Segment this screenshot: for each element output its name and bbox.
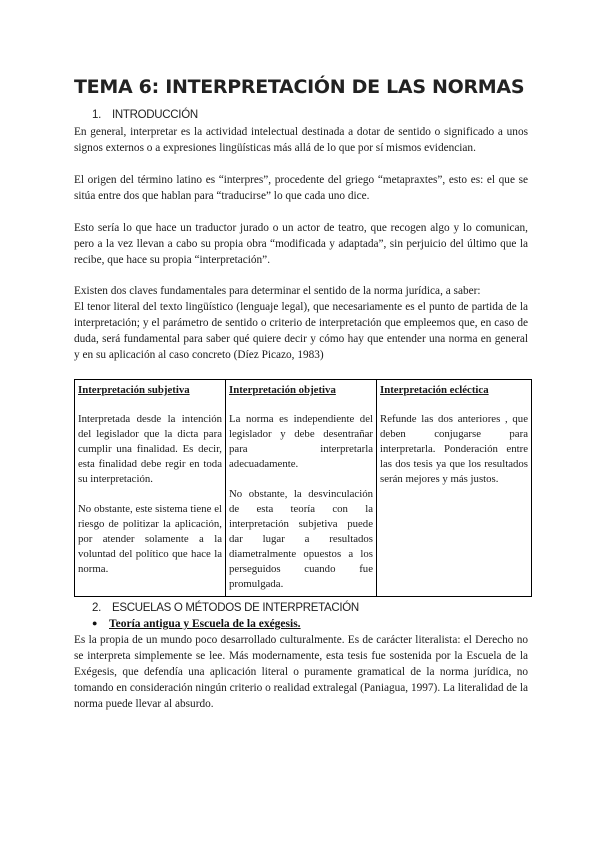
- eclectica-text-1: Refunde las dos anteriores , que deben conjugarse para interpretarla. Ponderación entre las dos tesis ya que los resultados serán mejores y más justos.: [380, 413, 528, 485]
- interpretation-comparison-table: [74, 379, 532, 597]
- subjetiva-text-1: Interpretada desde la intención del legislador que la dicta para cumplir una finalidad. Es decir, esta finalidad debe regir en toda su interpretación.: [78, 413, 222, 485]
- subjetiva-text-2: No obstante, este sistema tiene el riesgo de politizar la aplicación, por atender solamente a la voluntad del político que hace la norma.: [78, 503, 222, 575]
- section-2-title: ESCUELAS O MÉTODOS DE INTERPRETACIÓN: [112, 602, 359, 614]
- exegesis-paragraph: Es la propia de un mundo poco desarrollado culturalmente. Es de carácter literalista: el Derecho no se interpreta simplemente se lee. Más modernamente, esta tesis fue sostenida por la Escuela de la Exégesis, que defendía una aplicación literal o puramente gramatical de la norma jurídica, no tomando en consideración ningún criterio o realidad extralegal (Paniagua, 1997). La literalidad de la norma puede llevar al absurdo.: [74, 634, 528, 710]
- section-1-title: INTRODUCCIÓN: [112, 109, 198, 121]
- section-2-heading: [92, 602, 359, 614]
- table-cell-eclectica: [377, 380, 532, 597]
- table-row: [75, 380, 532, 597]
- document-title: TEMA 6: INTERPRETACIÓN DE LAS NORMAS: [74, 76, 525, 98]
- objetiva-header: Interpretación objetiva: [229, 384, 336, 396]
- section-1-number: 1.: [92, 109, 101, 121]
- section-2-number: 2.: [92, 602, 101, 614]
- table-cell-subjetiva: [75, 380, 226, 597]
- intro-paragraph-1: En general, interpretar es la actividad intelectual destinada a dotar de sentido o significado a unos signos externos o a expresiones lingüísticas más allá de lo que por sí mismos evidencian.: [74, 126, 528, 154]
- objetiva-text-2: No obstante, la desvinculación de esta teoría con la interpretación subjetiva puede dar lugar a resultados diametralmente opuestos a los perseguidos cuando fue promulgada.: [229, 488, 373, 590]
- bullet-label: Teoría antigua y Escuela de la exégesis.: [109, 618, 301, 630]
- subjetiva-header: Interpretación subjetiva: [78, 384, 190, 396]
- intro-paragraph-5: El tenor literal del texto lingüístico (lenguaje legal), que necesariamente es el punto de partida de la interpretación; y el parámetro de sentido o criterio de interpretación que empleemos que, en caso de duda, será fundamental para saber qué quiere decir y cómo hay que entender una norma en general y en su aplicación al caso concreto (Díez Picazo, 1983): [74, 301, 528, 361]
- section-1-heading: [92, 109, 198, 121]
- objetiva-text-1: La norma es independiente del legislador y debe desentrañar para interpretarla adecuadamente.: [229, 413, 373, 470]
- table-cell-objetiva: [226, 380, 377, 597]
- intro-paragraph-3: Esto sería lo que hace un traductor jurado o un actor de teatro, que recogen algo y lo comunican, pero a la vez llevan a cabo su propia obra “modificada y adaptada”, sin perjuicio del último que la recibe, que hace su propia “interpretación”.: [74, 222, 528, 266]
- eclectica-header: Interpretación ecléctica: [380, 384, 489, 396]
- bullet-item-exegesis: [92, 618, 301, 630]
- intro-paragraph-2: El origen del término latino es “interpres”, procedente del griego “metapraxtes”, esto es: el que se sitúa entre dos que hablan para “traducirse” lo que cada uno dice.: [74, 174, 528, 202]
- intro-paragraph-4: Existen dos claves fundamentales para determinar el sentido de la norma jurídica, a saber:: [74, 285, 481, 297]
- bullet-icon: ●: [92, 618, 98, 628]
